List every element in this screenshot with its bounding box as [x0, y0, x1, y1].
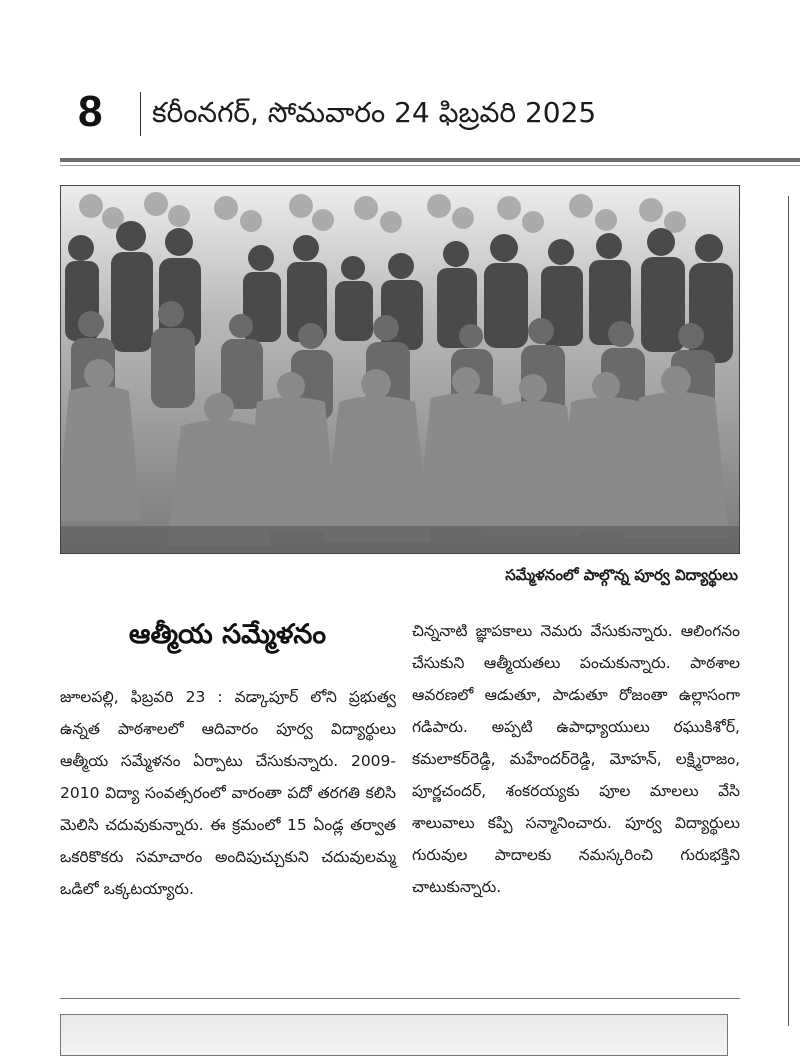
- article-headline: ఆత్మీయ సమ్మేళనం: [128, 619, 327, 650]
- header-dateline: కరీంనగర్, సోమవారం 24 ఫిబ్రవరి 2025: [152, 96, 597, 129]
- header-separator: [140, 92, 141, 136]
- group-photo: [60, 185, 740, 554]
- next-photo-frame: [60, 1014, 728, 1056]
- header-rule-thin: [60, 165, 800, 166]
- footer-rule: [60, 998, 740, 999]
- article-column-1: జూలపల్లి, ఫిబ్రవరి 23 : వడ్కాపూర్ లోని ప్రభుత్వ ఉన్నత పాఠశాలలో ఆదివారం పూర్వ విద్యార్థులు ఆత్మీయ సమ్మేళనం ఏర్పాటు చేసుకున్నారు. 2009-2010 విద్యా సంవత్సరంలో వారంతా పదో తరగతి కలిసి మెలిసి చదువుకున్నారు. ఈ క్రమంలో 15 ఏండ్ల తర్వాత ఒకరికొకరు సమాచారం అందిపుచ్చుకుని చదువులమ్మ ఒడిలో ఒక్కటయ్యారు.: [60, 688, 396, 898]
- photo-caption: సమ్మేళనంలో పాల్గొన్న పూర్వ విద్యార్థులు: [505, 566, 738, 584]
- page-number: 8: [78, 87, 103, 136]
- column-divider: [788, 196, 789, 1026]
- article-column-2: చిన్ననాటి జ్ఞాపకాలు నెమరు వేసుకున్నారు. ఆలింగనం చేసుకుని ఆత్మీయతలు పంచుకున్నారు. పాఠశాల ఆవరణలో ఆడుతూ, పాడుతూ రోజంతా ఉల్లాసంగా గడిపారు. అప్పటి ఉపాధ్యాయులు రఘుకిశోర్, కమలాకర్‌రెడ్డి, మహేందర్‌రెడ్డి, మోహన్, లక్ష్మిరాజం, పూర్ణచందర్, శంకరయ్యకు పూల మాలలు వేసి శాలువాలు కప్పి సన్మానించారు. పూర్వ విద్యార్థులు గురువుల పాదాలకు నమస్కరించి గురుభక్తిని చాటుకున్నారు.: [412, 622, 740, 896]
- header-rule: [60, 158, 800, 162]
